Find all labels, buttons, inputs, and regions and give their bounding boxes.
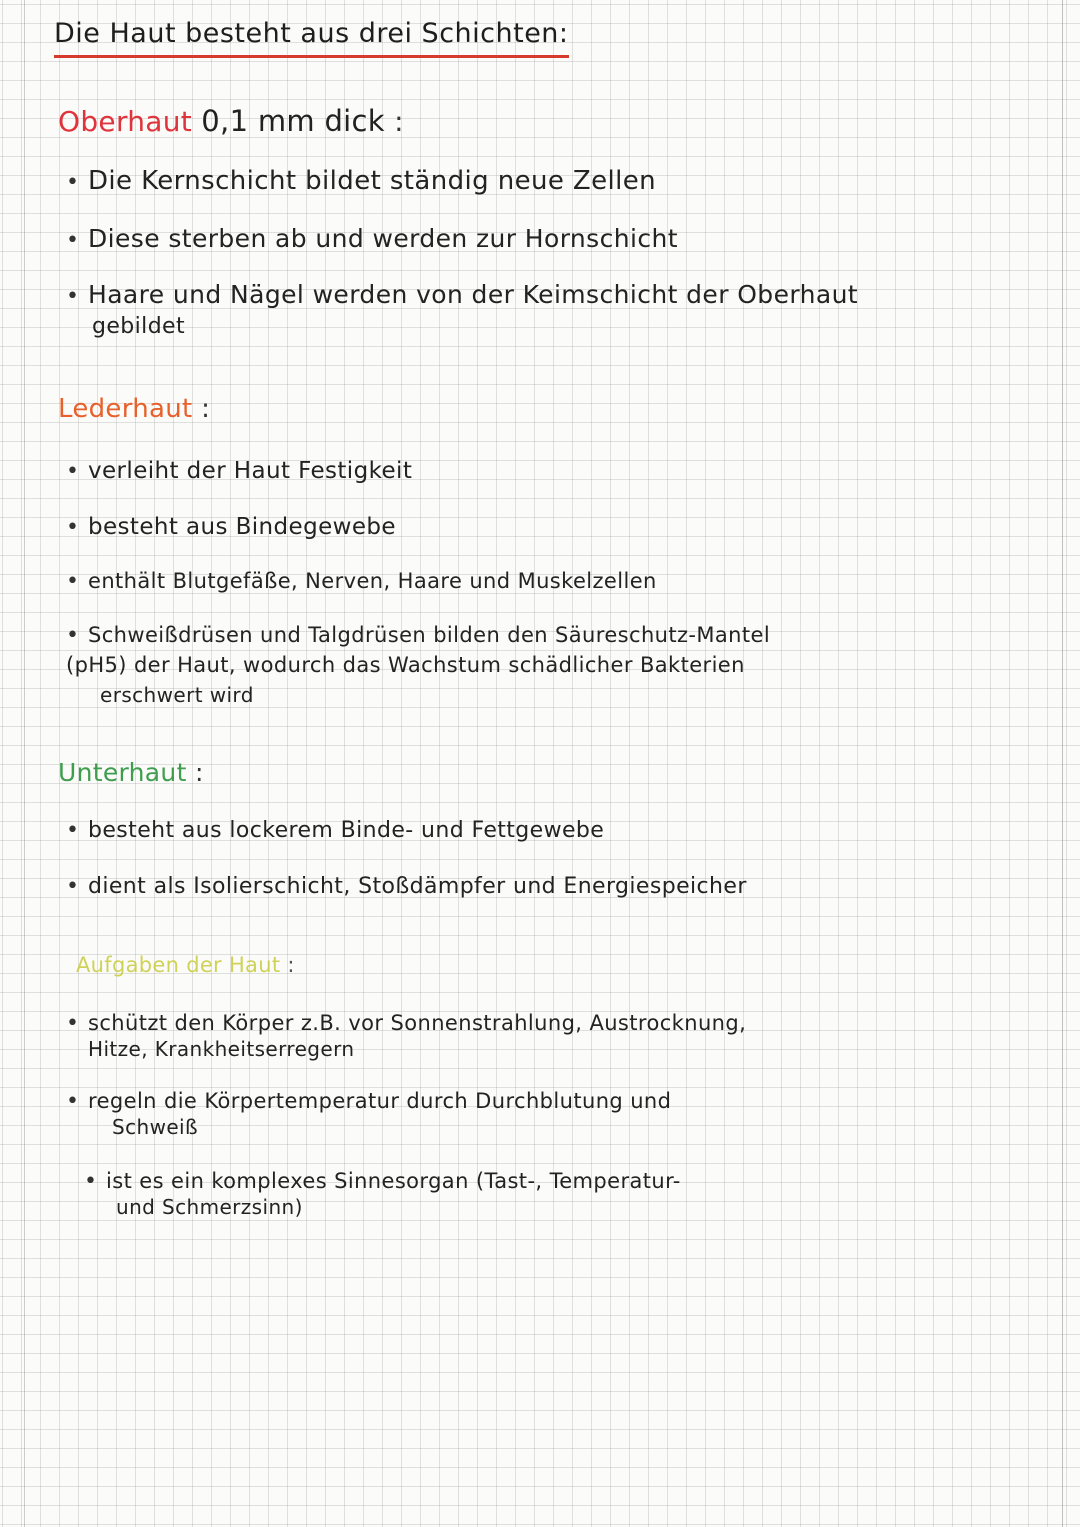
section-heading-lederhaut [58,394,210,424]
lederhaut-bullet-4 [66,620,966,651]
bullet-dot: • [66,459,80,484]
oberhaut-bullet-2 [66,224,946,256]
lederhaut-bullet-4-line-2 [66,650,966,680]
bullet-dot: • [66,1011,80,1036]
bullet-text: verleiht der Haut Festigkeit [88,458,413,484]
bullet-text: dient als Isolierschicht, Stoßdämpfer und Energiespeicher [88,874,747,899]
bullet-dot: • [66,874,80,899]
bullet-text: (pH5) der Haut, wodurch das Wachstum schädlicher Bakterien [66,653,745,677]
bullet-text: ist es ein komplexes Sinnesorgan (Tast-, Temperatur- [106,1169,681,1193]
oberhaut-bullet-1 [66,166,946,198]
aufgaben-bullet-1-line-2 [88,1034,968,1064]
lederhaut-bullet-4-line-3 [100,680,980,710]
unterhaut-bullet-2 [66,872,946,902]
aufgaben-bullet-3-line-2 [116,1192,996,1222]
unterhaut-heading-text: Unterhaut [58,758,187,787]
bullet-text: Schweißdrüsen und Talgdrüsen bilden den Säureschutz-Mantel [88,623,771,647]
aufgaben-heading-text: Aufgaben der Haut [76,953,281,977]
oberhaut-heading-text: Oberhaut [58,105,193,138]
bullet-dot: • [66,623,80,648]
aufgaben-colon: : [287,953,295,977]
bullet-dot: • [84,1169,98,1194]
oberhaut-colon: : [394,105,404,138]
lederhaut-colon: : [201,394,211,424]
bullet-text: erschwert wird [100,683,254,707]
bullet-text: Hitze, Krankheitserregern [88,1037,355,1061]
bullet-text: Haare und Nägel werden von der Keimschicht der Oberhaut [88,280,859,309]
lederhaut-heading-text: Lederhaut [58,394,193,424]
bullet-text: besteht aus lockerem Binde- und Fettgewebe [88,818,605,843]
section-heading-oberhaut [58,104,404,138]
section-heading-unterhaut [58,758,204,787]
bullet-text: regeln die Körpertemperatur durch Durchblutung und [88,1089,672,1113]
oberhaut-thickness: 0,1 mm dick [201,104,385,138]
lederhaut-bullet-2 [66,512,946,543]
lederhaut-bullet-1 [66,456,946,487]
bullet-text: Die Kernschicht bildet ständig neue Zellen [88,166,657,196]
bullet-dot: • [66,515,80,540]
bullet-text: enthält Blutgefäße, Nerven, Haare und Muskelzellen [88,569,657,593]
bullet-dot: • [66,569,80,594]
bullet-text: besteht aus Bindegewebe [88,514,396,540]
bullet-dot: • [66,228,80,253]
bullet-text: Diese sterben ab und werden zur Hornschicht [88,224,678,253]
bullet-dot: • [66,170,80,195]
bullet-text: schützt den Körper z.B. vor Sonnenstrahlung, Austrocknung, [88,1011,747,1035]
unterhaut-colon: : [194,758,204,787]
bullet-dot: • [66,818,80,843]
unterhaut-bullet-1 [66,816,946,846]
bullet-text: Schweiß [112,1115,198,1139]
oberhaut-bullet-3-continued [92,312,972,342]
section-heading-aufgaben [76,953,295,977]
oberhaut-bullet-3 [66,280,946,312]
bullet-text: und Schmerzsinn) [116,1195,303,1219]
bullet-text: gebildet [92,314,186,339]
page-title: Die Haut besteht aus drei Schichten: [54,18,569,58]
bullet-dot: • [66,1089,80,1114]
bullet-dot: • [66,284,80,309]
lederhaut-bullet-3 [66,566,946,597]
aufgaben-bullet-2-line-2 [112,1112,992,1142]
